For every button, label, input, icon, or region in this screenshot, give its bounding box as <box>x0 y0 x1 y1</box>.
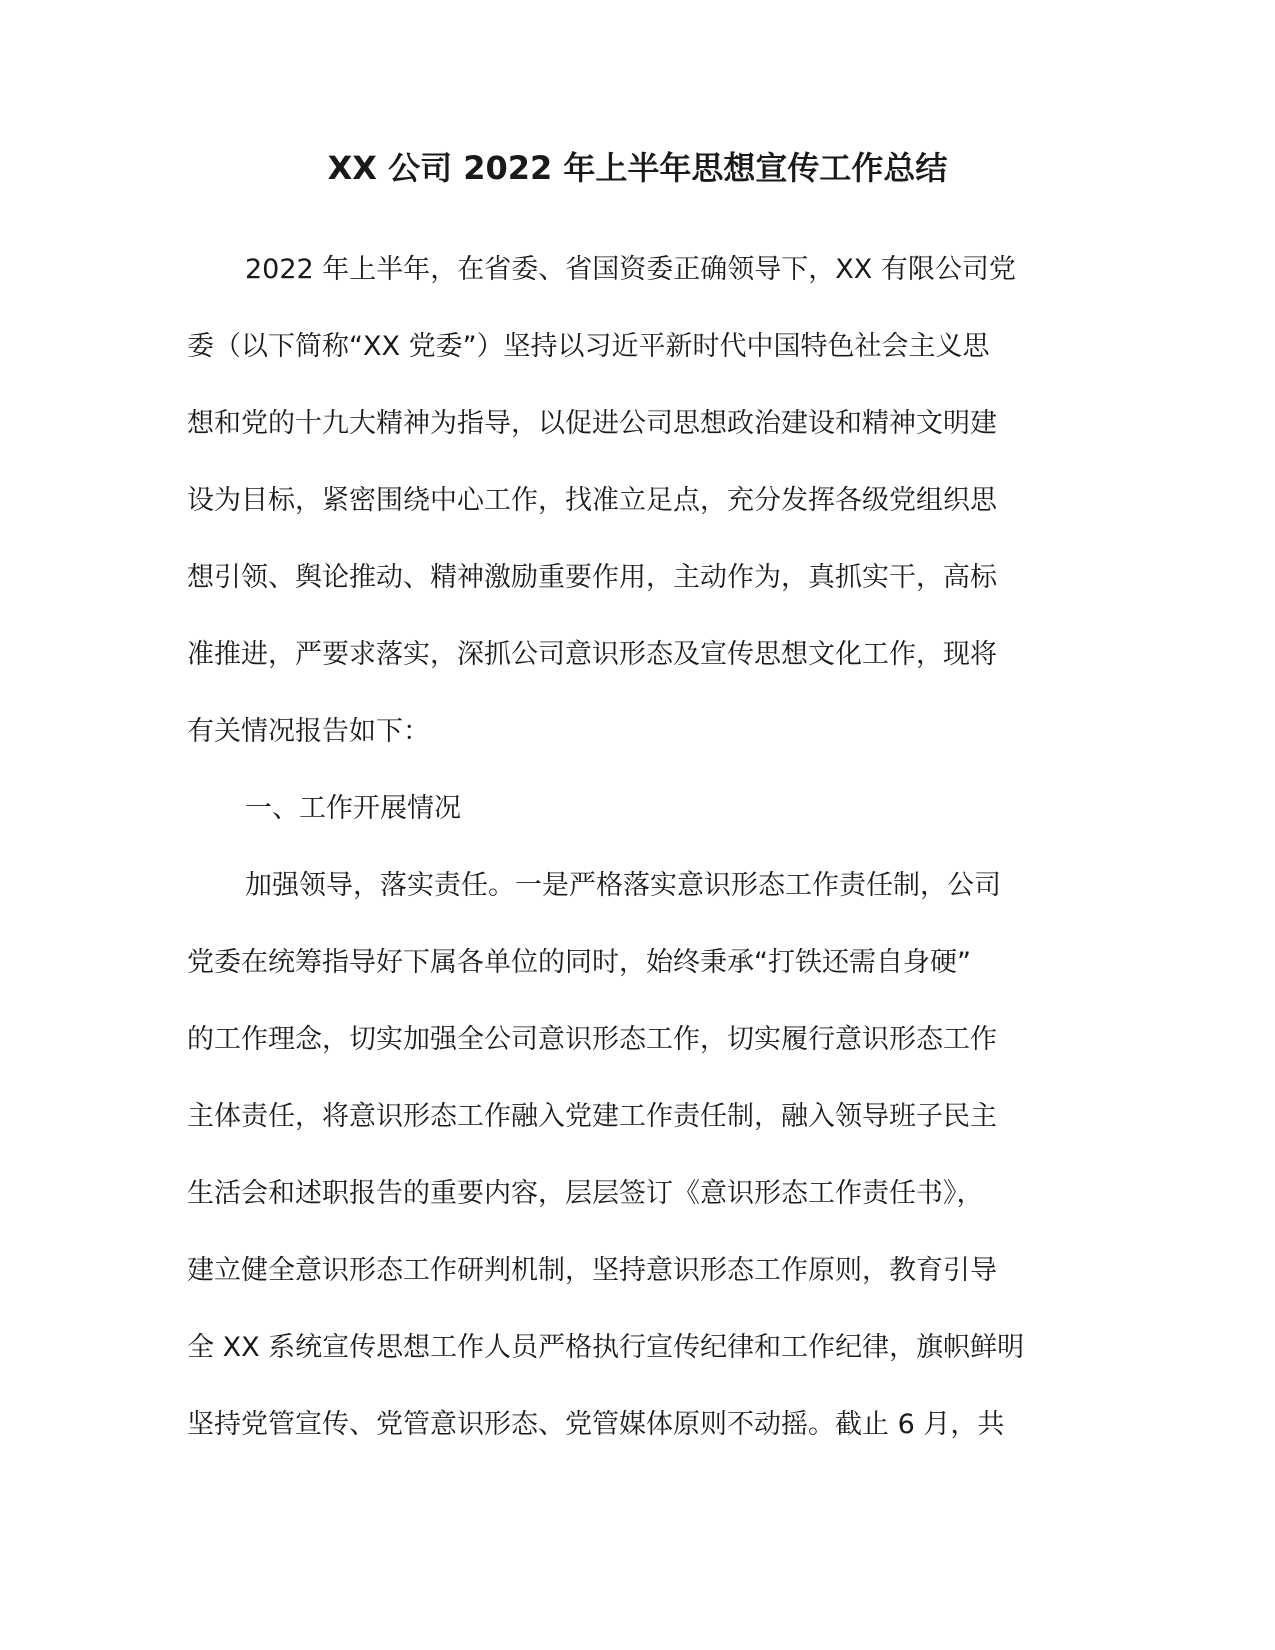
paragraph-line: 全 XX 系统宣传思想工作人员严格执行宣传纪律和工作纪律，旗帜鲜明 <box>187 1332 1025 1363</box>
paragraph-line: 委（以下简称“XX 党委”）坚持以习近平新时代中国特色社会主义思 <box>187 331 990 362</box>
paragraph-line: 主体责任，将意识形态工作融入党建工作责任制，融入领导班子民主 <box>187 1101 997 1132</box>
paragraph-line: 设为目标，紧密围绕中心工作，找准立足点，充分发挥各级党组织思 <box>187 485 997 516</box>
paragraph-line: 党委在统筹指导好下属各单位的同时，始终秉承“打铁还需自身硬” <box>187 947 971 978</box>
paragraph-line: 2022 年上半年，在省委、省国资委正确领导下，XX 有限公司党 <box>245 254 1016 285</box>
document-title: XX 公司 2022 年上半年思想宣传工作总结 <box>327 149 948 187</box>
paragraph-line: 建立健全意识形态工作研判机制，坚持意识形态工作原则，教育引导 <box>187 1255 997 1286</box>
paragraph-line: 有关情况报告如下： <box>187 716 430 747</box>
paragraph-line: 想引领、舆论推动、精神激励重要作用，主动作为，真抓实干，高标 <box>187 562 997 593</box>
paragraph-line: 坚持党管宣传、党管意识形态、党管媒体原则不动摇。截止 6 月，共 <box>187 1409 1005 1440</box>
document-body <box>187 231 1087 1463</box>
paragraph-line: 想和党的十九大精神为指导，以促进公司思想政治建设和精神文明建 <box>187 408 997 439</box>
paragraph-line: 加强领导，落实责任。一是严格落实意识形态工作责任制，公司 <box>245 870 1001 901</box>
section-heading: 一、工作开展情况 <box>245 793 461 824</box>
paragraph-line: 准推进，严要求落实，深抓公司意识形态及宣传思想文化工作，现将 <box>187 639 997 670</box>
paragraph-line: 的工作理念，切实加强全公司意识形态工作，切实履行意识形态工作 <box>187 1024 997 1055</box>
paragraph-line: 生活会和述职报告的重要内容，层层签订《意识形态工作责任书》， <box>187 1178 984 1209</box>
